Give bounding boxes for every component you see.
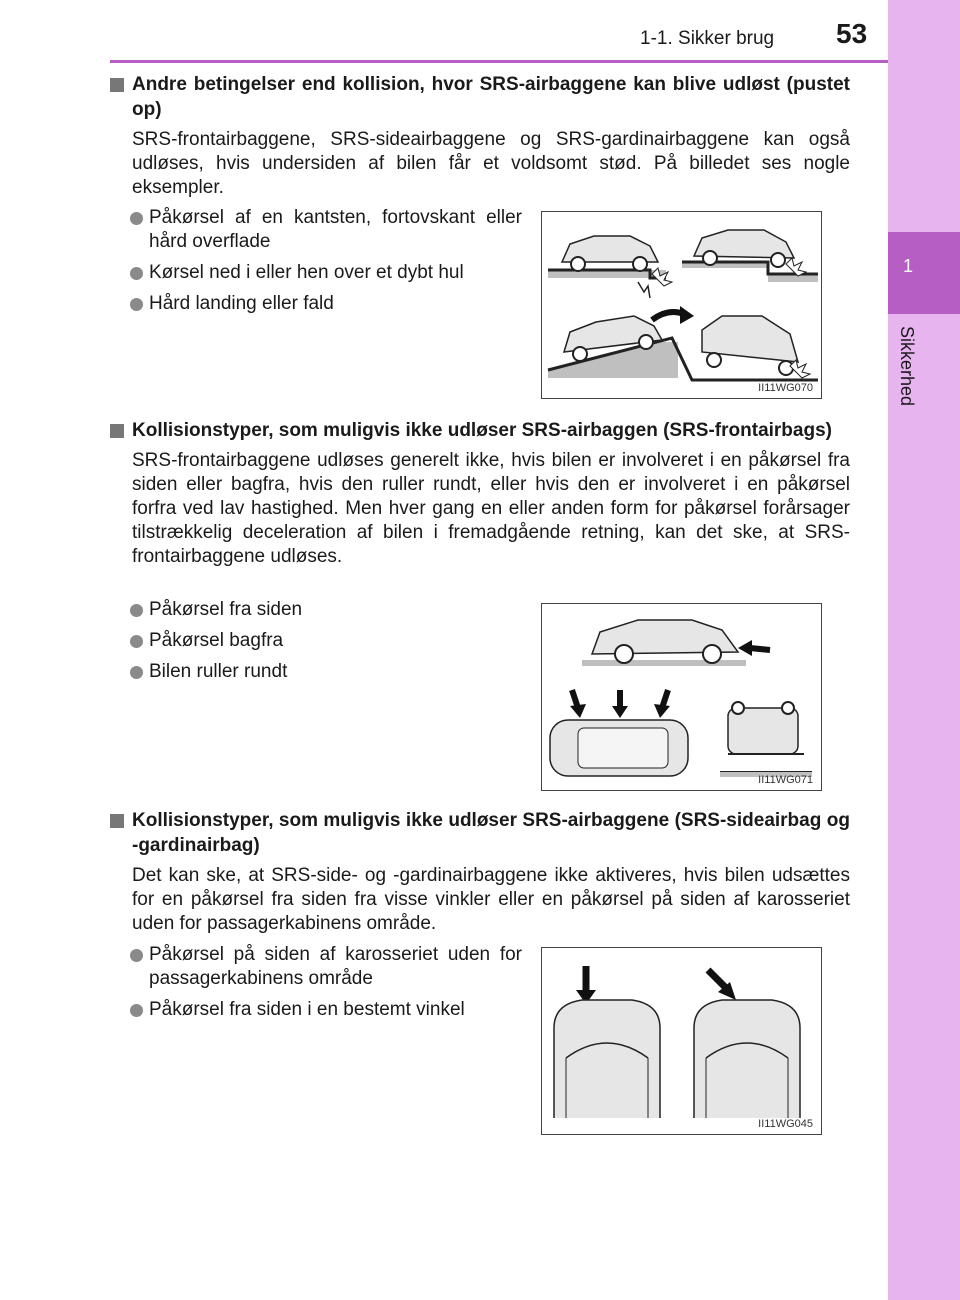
chapter-side-tab	[888, 0, 960, 1300]
section-label: 1-1. Sikker brug	[640, 28, 775, 49]
chapter-label: Sikkerhed	[897, 326, 917, 407]
square-bullet-icon	[110, 424, 124, 438]
bullet-list	[130, 598, 522, 691]
round-bullet-icon	[130, 635, 143, 648]
section-body: Det kan ske, at SRS-side- og -gardinairbaggene ikke aktiveres, hvis bilen udsættes for en påkørsel fra siden fra visse vinkler eller en påkørsel på siden af karosseriet uden for passagerkabinens område.	[132, 865, 850, 934]
list-item: Kørsel ned i eller hen over et dybt hul	[130, 261, 522, 285]
round-bullet-icon	[130, 267, 143, 280]
list-item: Påkørsel fra siden i en bestemt vinkel	[130, 998, 522, 1022]
round-bullet-icon	[130, 604, 143, 617]
figure-angled-side-impact	[541, 947, 822, 1135]
figure-side-rear-rollover	[541, 603, 822, 791]
square-bullet-icon	[110, 814, 124, 828]
section-title: Kollisionstyper, som muligvis ikke udløser SRS-airbaggen (SRS-frontairbags)	[110, 418, 850, 443]
list-item: Påkørsel fra siden	[130, 598, 522, 622]
section-underside-impact	[110, 72, 850, 200]
bullet-list	[130, 943, 522, 1029]
figure-code: II11WG045	[758, 1118, 813, 1130]
list-item: Påkørsel af en kantsten, fortovskant eller hård overflade	[130, 206, 522, 254]
list-item: Påkørsel bagfra	[130, 629, 522, 653]
section-frontal-airbags	[110, 418, 850, 569]
section-body: SRS-frontairbaggene, SRS-sideairbaggene og SRS-gardinairbaggene kan også udløses, hvis undersiden af bilen får et voldsomt stød. På billedet ses nogle eksempler.	[132, 129, 850, 198]
round-bullet-icon	[130, 212, 143, 225]
round-bullet-icon	[130, 666, 143, 679]
figure-code: II11WG071	[758, 774, 813, 786]
bullet-list	[130, 206, 522, 323]
car-impact-illustration	[542, 948, 821, 1134]
figure-code: II11WG070	[758, 382, 813, 394]
list-item: Bilen ruller rundt	[130, 660, 522, 684]
list-item: Hård landing eller fald	[130, 292, 522, 316]
section-title: Andre betingelser end kollision, hvor SRS-airbaggene kan blive udløst (pustet op)	[110, 72, 850, 122]
list-item: Påkørsel på siden af karosseriet uden for passagerkabinens område	[130, 943, 522, 991]
section-title: Kollisionstyper, som muligvis ikke udløser SRS-airbaggene (SRS-sideairbag og -gardinairbag)	[110, 808, 850, 858]
figure-underside-impact	[541, 211, 822, 399]
car-impact-illustration	[542, 604, 821, 790]
round-bullet-icon	[130, 949, 143, 962]
section-side-curtain-airbags	[110, 808, 850, 936]
square-bullet-icon	[110, 78, 124, 92]
page-number: 53	[836, 18, 868, 49]
section-body: SRS-frontairbaggene udløses generelt ikke, hvis bilen er involveret i en påkørsel fra siden eller bagfra, hvis den ruller rundt, eller hvis den er involveret i en påkørsel forfra ved lav hastighed. Men hver gang en eller anden form for påkørsel forårsager tilstrækkelig deceleration af bilen i fremadgående retning, kan det ske, at SRS-frontairbaggene udløses.	[132, 450, 850, 567]
round-bullet-icon	[130, 1004, 143, 1017]
chapter-number: 1	[902, 256, 913, 276]
round-bullet-icon	[130, 298, 143, 311]
car-impact-illustration	[542, 212, 821, 398]
header-divider	[110, 60, 888, 63]
